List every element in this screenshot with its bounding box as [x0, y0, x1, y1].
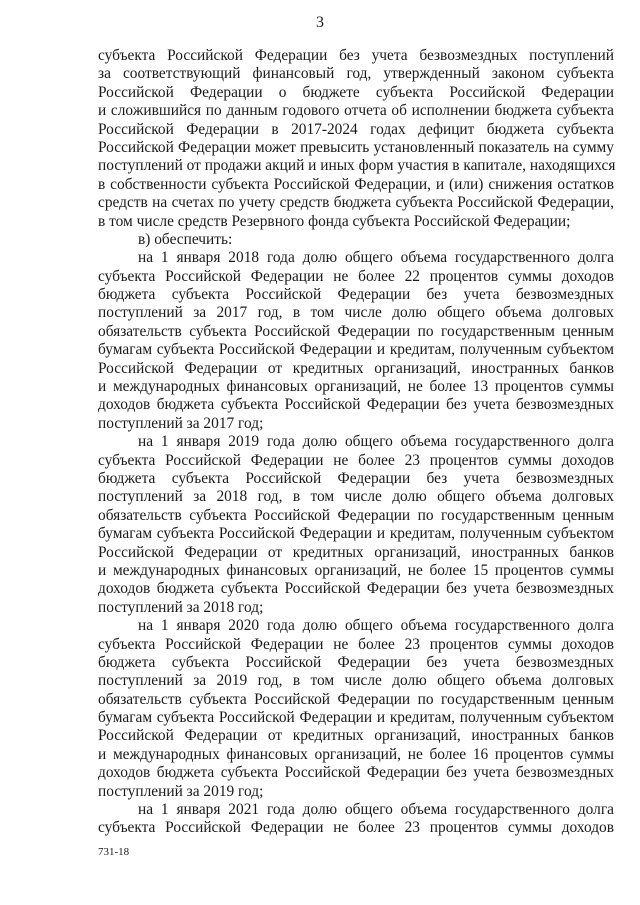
text-line: средств на счетах по учету средств бюджета субъекта Российской Федерации,	[98, 194, 614, 212]
text-line: на 1 января 2021 года долю общего объема государственного долга	[138, 801, 614, 819]
text-line: бумагам субъекта Российской Федерации и кредитам, полученным субъектом	[98, 341, 614, 359]
text-line: бумагам субъекта Российской Федерации и кредитам, полученным субъектом	[98, 709, 614, 727]
text-line: субъекта Российской Федерации без учета безвозмездных поступлений	[98, 47, 614, 64]
text-line: субъекта Российской Федерации не более 23 процентов суммы доходов	[98, 819, 614, 837]
text-line: Российской Федерации от кредитных организаций, иностранных банков	[98, 359, 614, 377]
text-line: поступлений за 2018 год;	[98, 598, 264, 616]
text-line: в собственности субъекта Российской Федерации, и (или) снижения остатков	[98, 175, 614, 193]
text-line: Российской Федерации в 2017-2024 годах дефицит бюджета субъекта	[98, 120, 614, 138]
text-line: на 1 января 2018 года долю общего объема государственного долга	[138, 249, 614, 267]
text-line: Российской Федерации от кредитных организаций, иностранных банков	[98, 543, 614, 561]
document-code: 731-18	[98, 846, 130, 858]
text-line: поступлений за 2017 год, в том числе долю общего объема долговых	[98, 304, 614, 322]
text-line: доходов бюджета субъекта Российской Федерации без учета безвозмездных	[98, 580, 614, 598]
text-line: и международных финансовых организаций, не более 13 процентов суммы	[98, 378, 614, 396]
text-line: субъекта Российской Федерации не более 23 процентов суммы доходов	[98, 635, 614, 653]
text-line: в том числе средств Резервного фонда субъекта Российской Федерации;	[98, 212, 571, 230]
text-line: поступлений за 2018 год, в том числе долю общего объема долговых	[98, 488, 614, 506]
text-line: доходов бюджета субъекта Российской Федерации без учета безвозмездных	[98, 396, 614, 414]
text-line: бюджета субъекта Российской Федерации без учета безвозмездных	[98, 469, 614, 487]
text-line: бумагам субъекта Российской Федерации и кредитам, полученным субъектом	[98, 525, 614, 543]
text-line: поступлений за 2019 год, в том числе долю общего объема долговых	[98, 672, 614, 690]
page-number: 3	[316, 14, 324, 31]
text-line: на 1 января 2019 года долю общего объема государственного долга	[138, 433, 614, 451]
text-line: Российской Федерации от кредитных организаций, иностранных банков	[98, 727, 614, 745]
text-line: и международных финансовых организаций, не более 16 процентов суммы	[98, 745, 614, 763]
text-line: Российской Федерации о бюджете субъекта Российской Федерации	[98, 83, 614, 101]
text-line: бюджета субъекта Российской Федерации без учета безвозмездных	[98, 286, 614, 304]
text-line: субъекта Российской Федерации не более 22 процентов суммы доходов	[98, 267, 614, 285]
text-line: доходов бюджета субъекта Российской Федерации без учета безвозмездных	[98, 764, 614, 782]
text-line: субъекта Российской Федерации не более 23 процентов суммы доходов	[98, 451, 614, 469]
text-line: на 1 января 2020 года долю общего объема государственного долга	[138, 617, 614, 635]
text-line: обязательств субъекта Российской Федерации по государственным ценным	[98, 506, 614, 524]
text-line: поступлений от продажи акций и иных форм участия в капитале, находящихся	[98, 157, 616, 175]
document-body	[98, 47, 614, 838]
text-line: Российской Федерации может превысить установленный показатель на сумму	[98, 138, 614, 156]
text-line: в) обеспечить:	[138, 230, 233, 248]
text-line: бюджета субъекта Российской Федерации без учета безвозмездных	[98, 653, 614, 671]
text-line: и международных финансовых организаций, не более 15 процентов суммы	[98, 561, 614, 579]
text-line: обязательств субъекта Российской Федерации по государственным ценным	[98, 690, 614, 708]
text-line: поступлений за 2017 год;	[98, 414, 264, 432]
text-line: и сложившийся по данным годового отчета об исполнении бюджета субъекта	[98, 102, 614, 120]
text-line: поступлений за 2019 год;	[98, 782, 264, 800]
text-line: за соответствующий финансовый год, утвержденный законом субъекта	[98, 65, 614, 83]
text-line: обязательств субъекта Российской Федерации по государственным ценным	[98, 322, 614, 340]
